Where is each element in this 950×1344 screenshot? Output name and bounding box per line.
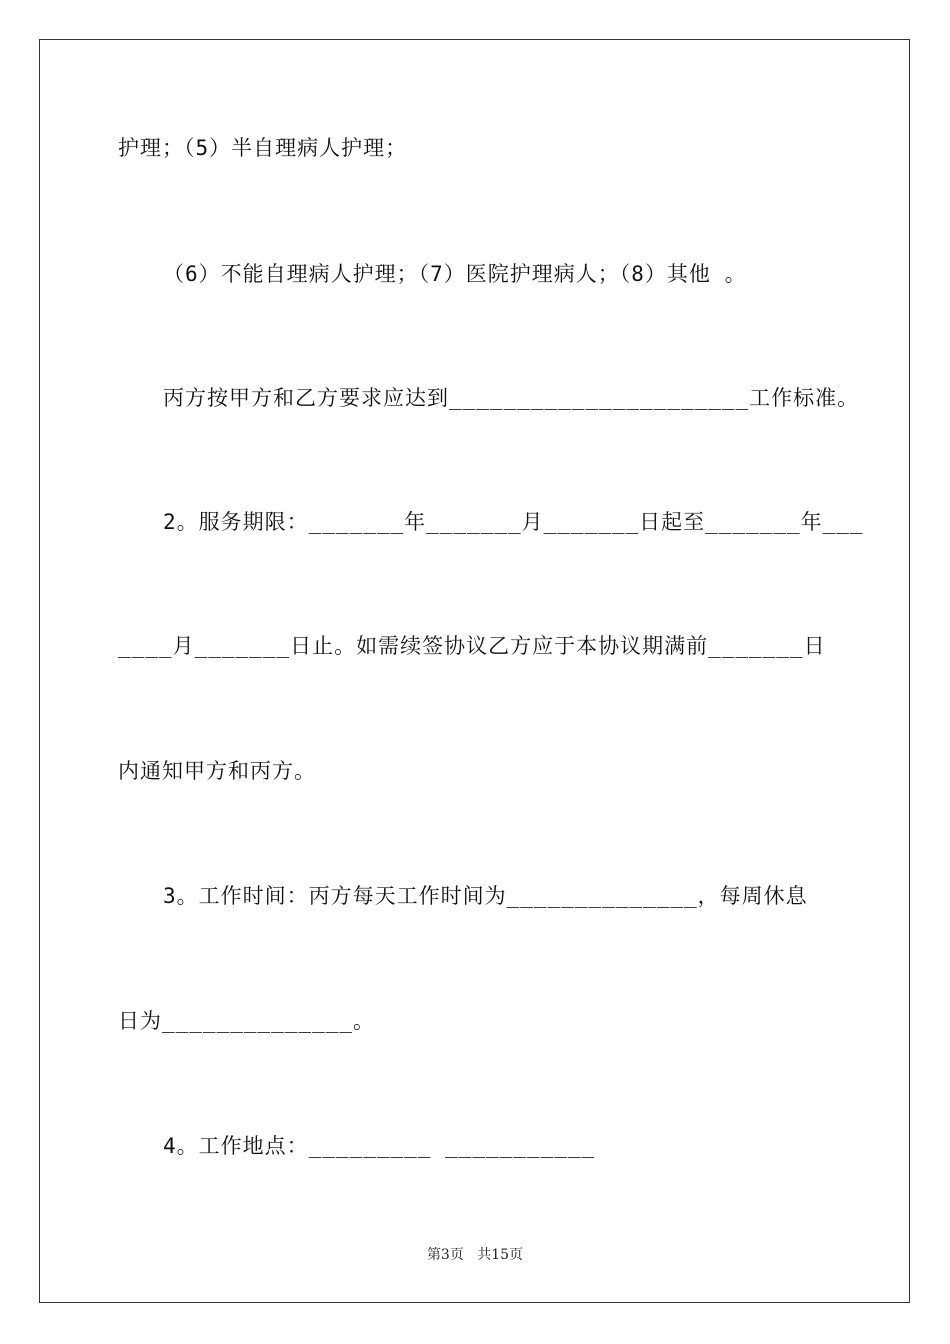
page-total: 共15页	[477, 1247, 524, 1263]
document-line-7: 3。工作时间：丙方每天工作时间为______________，每周休息	[163, 884, 808, 908]
page-number: 第3页	[426, 1247, 464, 1263]
document-line-5: ____月_______日止。如需续签协议乙方应于本协议期满前_______日	[118, 634, 826, 658]
document-line-3: 丙方按甲方和乙方要求应达到______________________工作标准。	[163, 386, 860, 410]
document-line-4: 2。服务期限：_______年_______月_______日起至_______年___	[163, 510, 864, 534]
page-border	[39, 39, 910, 1303]
document-line-9: 4。工作地点：_________ ___________	[163, 1134, 596, 1158]
page-footer	[0, 1246, 950, 1264]
document-line-2: （6）不能自理病人护理；（7）医院护理病人；（8）其他 。	[163, 262, 747, 286]
document-line-1: 护理；（5）半自理病人护理；	[118, 136, 408, 160]
document-line-6: 内通知甲方和丙方。	[118, 759, 316, 783]
document-line-8: 日为______________。	[118, 1009, 376, 1033]
